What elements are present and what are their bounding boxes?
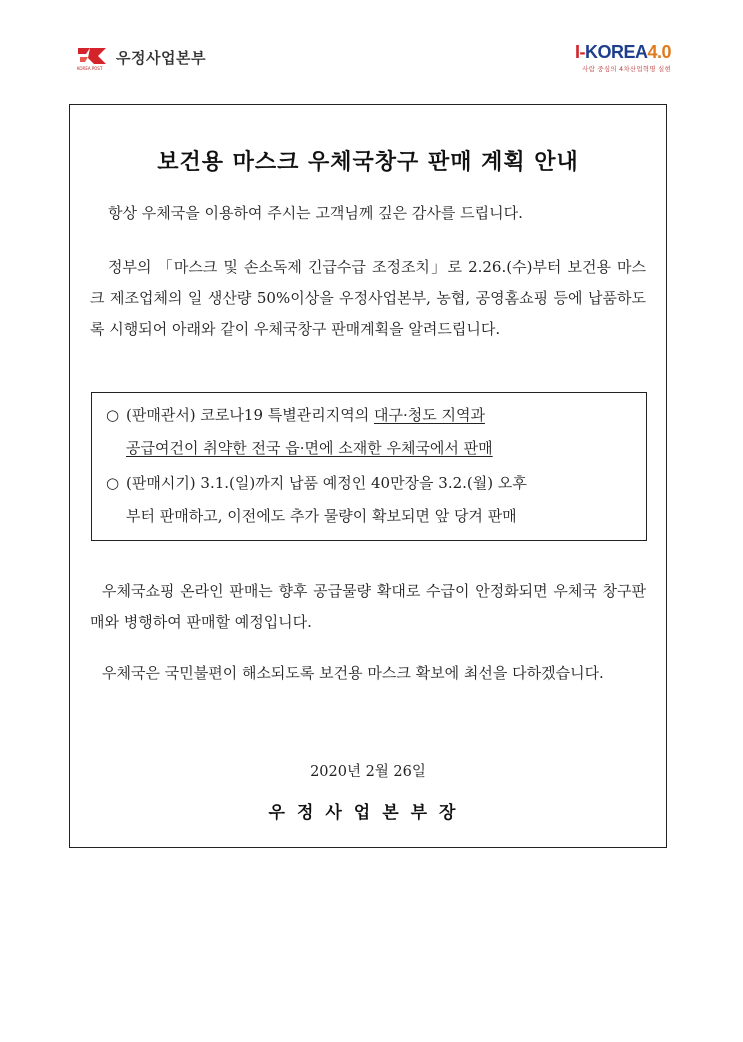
brand-num: 4.0 [647, 42, 671, 62]
korea-post-logo [76, 42, 206, 72]
notice-frame [69, 104, 667, 848]
bullet: ○ [106, 406, 120, 424]
sales-period-line2: 부터 판매하고, 이전에도 추가 물량이 확보되면 앞 당겨 판매 [126, 507, 517, 525]
closing-paragraph: 우체국은 국민불편이 해소되도록 보건용 마스크 확보에 최선을 다하겠습니다. [102, 664, 604, 682]
sales-office-line1 [126, 399, 485, 432]
sales-plan-box [91, 392, 647, 541]
brand-i: I- [574, 42, 585, 62]
notice-date: 2020년 2월 26일 [310, 764, 426, 780]
bullet: ○ [106, 474, 120, 492]
sales-period-line1: (판매시기) 3.1.(일)까지 납품 예정인 40만장을 3.2.(월) 오후 [126, 474, 527, 492]
greeting-paragraph: 항상 우체국을 이용하여 주시는 고객님께 깊은 감사를 드립니다. [108, 204, 523, 222]
korea-post-emblem-icon [76, 42, 110, 72]
sales-office-label: (판매관서) 코로나19 특별관리지역의 [126, 406, 374, 424]
i-korea-logo [575, 42, 671, 73]
org-name: 우정사업본부 [116, 48, 206, 67]
sales-office-line2: 공급여건이 취약한 전국 읍·면에 소재한 우체국에서 판매 [126, 439, 493, 457]
signature: 우정사업본부장 [268, 803, 468, 823]
brand-subtitle: 사람 중심의 4차산업혁명 실현 [582, 65, 671, 73]
online-sales-paragraph: 우체국쇼핑 온라인 판매는 향후 공급물량 확대로 수급이 안정화되면 우체국 창구판매와 병행하여 판매할 예정입니다. [90, 582, 646, 631]
i-korea-wordmark [575, 42, 671, 63]
svg-text:KOREA POST: KOREA POST [77, 66, 103, 71]
sales-office-region: 대구·청도 지역과 [373, 406, 485, 424]
brand-korea: KOREA [584, 42, 648, 62]
intro-paragraph: 정부의 「마스크 및 손소독제 긴급수급 조정조치」로 2.26.(수)부터 보건용 마스크 제조업체의 일 생산량 50%이상을 우정사업본부, 농협, 공영홈쇼핑 등에 납품하도록 시행되어 아래와 같이 우체국창구 판매계획을 알려드립니다. [90, 258, 646, 338]
notice-title: 보건용 마스크 우체국창구 판매 계획 안내 [157, 150, 579, 175]
